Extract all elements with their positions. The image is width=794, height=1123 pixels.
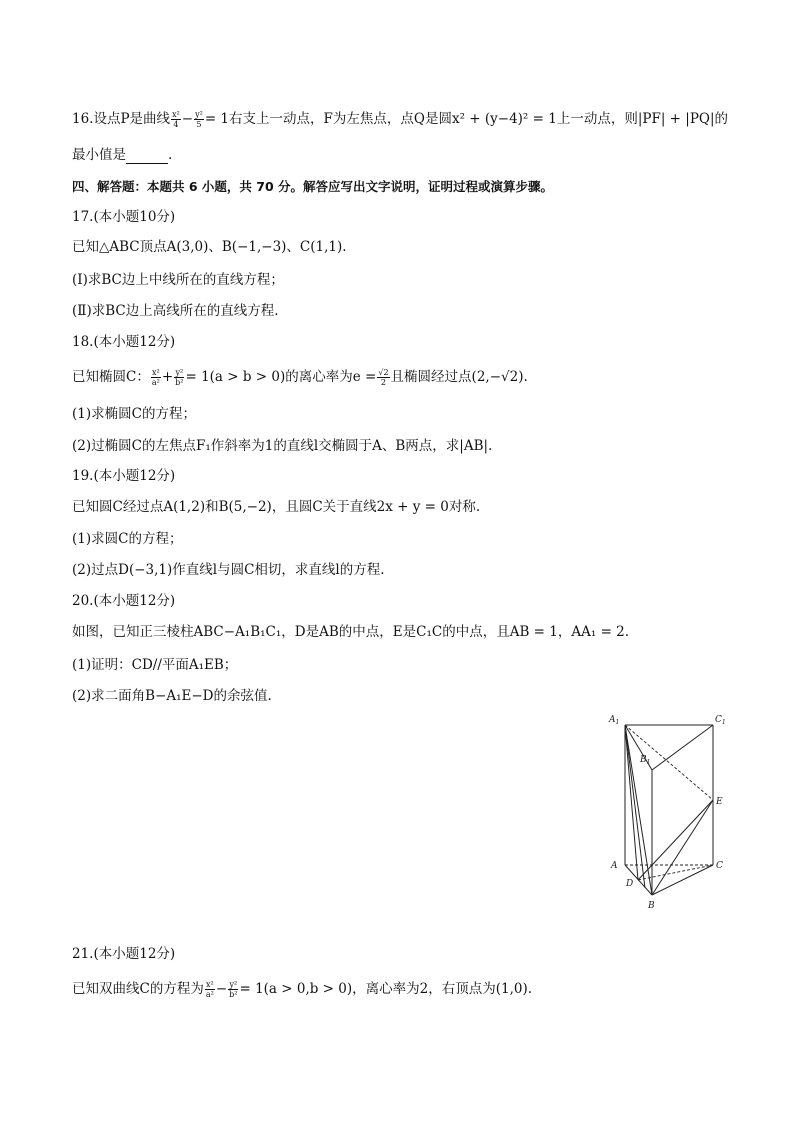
label-c: C bbox=[716, 861, 723, 871]
label-b: B bbox=[648, 901, 655, 911]
problem-16-text-a: 16.设点P是曲线 bbox=[72, 111, 171, 127]
problem-20-stem: 如图，已知正三棱柱ABC−A₁B₁C₁，D是AB的中点，E是C₁C的中点，且AB = 1，AA₁ = 2. bbox=[72, 624, 630, 640]
edge-a1-d bbox=[625, 725, 638, 880]
problem-19-stem: 已知圆C经过点A(1,2)和B(5,−2)，且圆C关于直线2x + y = 0对称. bbox=[72, 499, 481, 515]
edge-d-e bbox=[638, 800, 713, 880]
problem-18-stem: 已知椭圆C： $\frac{\text{x²}}{\text{a²}}$ + $\frac{\text{y²}}{\text{b²}}$ = 1(a > b > 0)的离心率为e = $\frac{√2}{2}$ 且椭圆经过点(2,−√2). bbox=[72, 368, 528, 387]
problem-17-question-2: (Ⅱ)求BC边上高线所在的直线方程. bbox=[72, 303, 279, 319]
fraction-x2-over-a2: $\frac{\text{x²}}{\text{a²}}$ bbox=[151, 368, 160, 387]
problem-16-line-1: 16.设点P是曲线 $\frac{\text{x²}}{4}$ − $\frac{\text{y²}}{5}$ = 1右支上一动点，F为左焦点，点Q是圆x² + (y−4)² = 1上一动点，则|PF| + |PQ|的 bbox=[72, 110, 729, 129]
fraction-y2-over-b2: $\frac{\text{y²}}{\text{b²}}$ bbox=[175, 368, 184, 387]
problem-21-heading: 21.(本小题12分) bbox=[72, 946, 176, 962]
label-c1: $C_1$ bbox=[715, 715, 726, 726]
prism-figure bbox=[605, 710, 725, 910]
problem-20-question-1: (1)证明：CD//平面A₁EB； bbox=[72, 657, 238, 673]
section-4-header: 四、解答题：本题共 6 小题，共 70 分。解答应写出文字说明，证明过程或演算步骤。 bbox=[72, 179, 554, 194]
fraction-x2-over-a2: $\frac{\text{x²}}{\text{a²}}$ bbox=[205, 980, 214, 999]
problem-19-heading: 19.(本小题12分) bbox=[72, 468, 176, 484]
fraction-y2-over-5: $\frac{\text{y²}}{5}$ bbox=[195, 110, 203, 129]
prism-diagram bbox=[605, 710, 725, 910]
problem-20-question-2: (2)求二面角B−A₁E−D的余弦值. bbox=[72, 688, 272, 704]
edge-d-c-hidden bbox=[638, 865, 713, 880]
edge-a1-e-hidden bbox=[625, 725, 713, 800]
problem-17-question-1: (Ⅰ)求BC边上中线所在的直线方程； bbox=[72, 272, 284, 288]
fraction-x2-over-4: $\frac{\text{x²}}{4}$ bbox=[172, 110, 180, 129]
problem-19-question-2: (2)过点D(−3,1)作直线l与圆C相切，求直线l的方程. bbox=[72, 562, 385, 578]
problem-18-question-1: (1)求椭圆C的方程； bbox=[72, 406, 196, 422]
label-b1: $B_1$ bbox=[640, 755, 651, 766]
problem-16-line-2: 最小值是 . bbox=[72, 147, 173, 163]
label-e: E bbox=[716, 797, 723, 807]
problem-18-heading: 18.(本小题12分) bbox=[72, 334, 176, 350]
problem-17-stem: 已知△ABC顶点A(3,0)、B(−1,−3)、C(1,1). bbox=[72, 239, 347, 255]
problem-18-question-2: (2)过椭圆C的左焦点F₁作斜率为1的直线l交椭圆于A、B两点，求|AB|. bbox=[72, 438, 493, 454]
edge-b1-c1 bbox=[652, 725, 713, 770]
problem-17-heading: 17.(本小题10分) bbox=[72, 209, 176, 225]
problem-21-stem: 已知双曲线C的方程为 $\frac{\text{x²}}{\text{a²}}$ − $\frac{\text{y²}}{\text{b²}}$ = 1(a > 0,b > 0)，离心率为2，右顶点为(1,0). bbox=[72, 980, 533, 999]
problem-16-text-b: = 1右支上一动点，F为左焦点，点Q是圆x² + (y−4)² = 1上一动点，则|PF| + |PQ|的 bbox=[204, 111, 729, 127]
label-a: A bbox=[611, 861, 618, 871]
edge-b-e bbox=[652, 800, 713, 895]
edge-a1-inner bbox=[625, 725, 645, 888]
fraction-sqrt2-over-2: $\frac{√2}{2}$ bbox=[378, 368, 389, 387]
answer-blank bbox=[126, 150, 168, 164]
label-d: D bbox=[626, 879, 634, 889]
fraction-y2-over-b2: $\frac{\text{y²}}{\text{b²}}$ bbox=[229, 980, 238, 999]
label-a1: $A_1$ bbox=[609, 715, 620, 726]
problem-19-question-1: (1)求圆C的方程； bbox=[72, 531, 183, 547]
problem-20-heading: 20.(本小题12分) bbox=[72, 593, 176, 609]
